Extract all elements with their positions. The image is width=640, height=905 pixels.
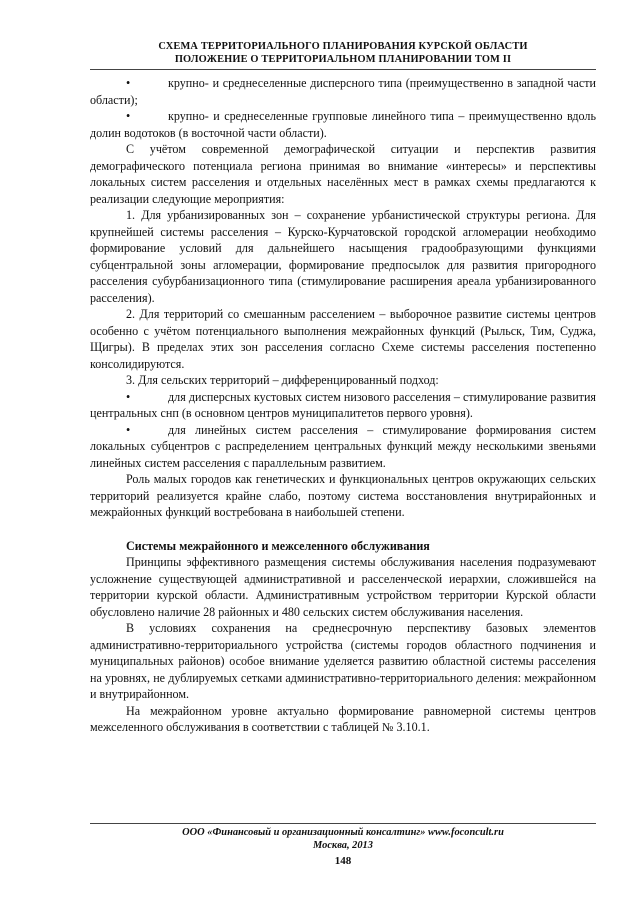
bullet-marker: • — [126, 422, 131, 437]
bullet-marker: • — [126, 76, 131, 90]
page-footer — [90, 826, 596, 852]
bullet-item — [90, 75, 596, 108]
page-header — [90, 40, 596, 66]
header-title-line2: ПОЛОЖЕНИЕ О ТЕРРИТОРИАЛЬНОМ ПЛАНИРОВАНИИ ТОМ II — [174, 54, 512, 65]
paragraph: В условиях сохранения на среднесрочную перспективу базовых элементов административно-территориального устройства (системы городов областного подчинения и муниципальных районов) особое внимание уделяется развитию областной системы расселения на уровнях, не дублируемых сетками административно-территориального деления: межрайонном и внутрирайонном. — [90, 621, 596, 701]
bullet-text: крупно- и среднеселенные групповые линейного типа – преимущественно вдоль долин водотоков (в восточной части области). — [90, 109, 596, 140]
bullet-text: крупно- и среднеселенные дисперсного типа (преимущественно в западной части области); — [90, 76, 596, 107]
footer-company: ООО «Финансовый и организационный консалтинг» www.foconcult.ru — [182, 827, 504, 838]
document-body — [90, 75, 596, 736]
footer-city-year: Москва, 2013 — [313, 840, 373, 851]
header-title-line1: СХЕМА ТЕРРИТОРИАЛЬНОГО ПЛАНИРОВАНИЯ КУРСКОЙ ОБЛАСТИ — [158, 41, 528, 52]
page-number: 148 — [334, 855, 352, 867]
bullet-item — [90, 422, 596, 472]
header-divider — [90, 69, 596, 70]
footer-divider — [90, 823, 596, 824]
paragraph: 3. Для сельских территорий – дифференцированный подход: — [126, 373, 439, 387]
paragraph: 2. Для территорий со смешанным расселением – выборочное развитие системы центров особенно с учётом потенциального выполнения межрайонных функций (Рыльск, Тим, Суджа, Щигры). В пределах этих зон расселения согласно Схеме системы расселения постепенно консолидируются. — [90, 307, 596, 371]
paragraph: 1. Для урбанизированных зон – сохранение урбанистической структуры региона. Для крупнейшей системы расселения – Курско-Курчатовской городской агломерации необходимо формирование условий для дальнейшего насыщения градообразующими функциями субцентральной зоны агломерации, формирование предпосылок для развития пригородного расселения субурбанизационного типа (стимулирование расширения ареала урбанизированного расселения). — [90, 208, 596, 305]
paragraph: Принципы эффективного размещения системы обслуживания населения подразумевают усложнение существующей административной и расселенческой иерархии, сложившейся на территории курской области. Административным устройством территории Курской области обусловлено наличие 28 районных и 480 сельских систем обслуживания населения. — [90, 555, 596, 619]
spacer — [90, 521, 596, 538]
paragraph: Роль малых городов как генетических и функциональных центров окружающих сельских территорий реализуется крайне слабо, поэтому система восстановления внутрирайонных и межрайонных функций востребована в наибольшей степени. — [90, 472, 596, 519]
bullet-item — [90, 108, 596, 141]
bullet-marker: • — [126, 109, 131, 123]
bullet-text: для дисперсных кустовых систем низового расселения – стимулирование развития центральных снп (в основном центров муниципалитетов первого уровня). — [90, 389, 596, 420]
paragraph: На межрайонном уровне актуально формирование равномерной системы центров межселенного обслуживания в соответствии с таблицей № 3.10.1. — [90, 703, 596, 734]
bullet-item — [90, 389, 596, 422]
bullet-text: для линейных систем расселения – стимулирование формирования систем локальных субцентров с распределением центральных функций между несколькими звеньями линейных систем расселения с параллельным развитием. — [90, 422, 596, 470]
bullet-marker: • — [126, 389, 131, 404]
paragraph: С учётом современной демографической ситуации и перспектив развития демографического потенциала региона принимая во внимание «интересы» и перспективы локальных систем расселения и отдельных населённых мест в рамках схемы предлагаются к реализации следующие мероприятия: — [90, 142, 596, 206]
section-title: Системы межрайонного и межселенного обслуживания — [126, 538, 430, 553]
